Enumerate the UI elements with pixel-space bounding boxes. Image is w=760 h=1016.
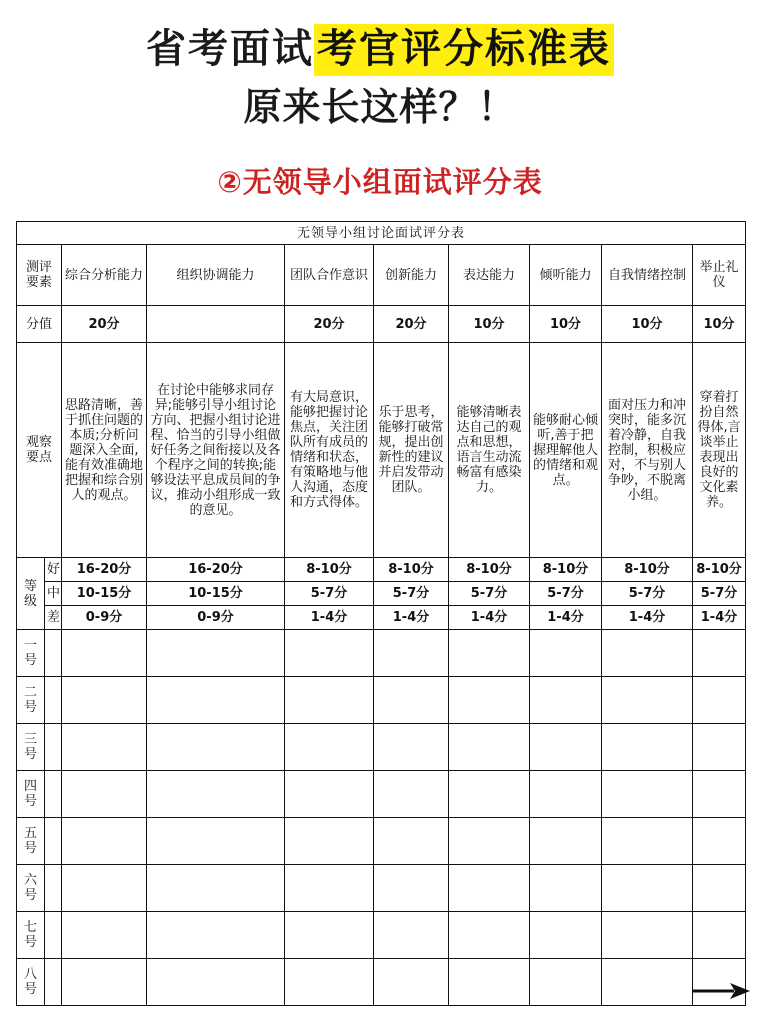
row-label-score: 分值 bbox=[17, 306, 62, 343]
candidate-5-column-0[interactable] bbox=[62, 865, 147, 912]
candidate-6-column-4[interactable] bbox=[449, 912, 530, 959]
candidate-1-column-1[interactable] bbox=[147, 677, 285, 724]
candidate-3-column-4[interactable] bbox=[449, 771, 530, 818]
candidate-6-column-6[interactable] bbox=[602, 912, 693, 959]
table-title: 无领导小组讨论面试评分表 bbox=[17, 222, 746, 245]
headline-line-2: 原来长这样？！ bbox=[243, 85, 517, 129]
section-subtitle: ②无领导小组面试评分表 bbox=[217, 165, 543, 199]
candidate-grade-cell-3[interactable] bbox=[45, 771, 62, 818]
score-column-6: 10分 bbox=[602, 306, 693, 343]
good-column-5: 8-10分 bbox=[530, 558, 602, 582]
grade-level-good: 好 bbox=[45, 558, 62, 582]
candidate-3-column-1[interactable] bbox=[147, 771, 285, 818]
score-column-0: 20分 bbox=[62, 306, 147, 343]
header-column-7: 举止礼仪 bbox=[693, 245, 746, 306]
candidate-label-0: 一 号 bbox=[17, 630, 45, 677]
candidate-grade-cell-2[interactable] bbox=[45, 724, 62, 771]
table-row bbox=[17, 677, 746, 724]
candidate-4-column-2[interactable] bbox=[285, 818, 374, 865]
good-column-0: 16-20分 bbox=[62, 558, 147, 582]
candidate-label-2: 三 号 bbox=[17, 724, 45, 771]
grade-level-poor: 差 bbox=[45, 606, 62, 630]
table-title-row bbox=[17, 222, 746, 245]
candidate-0-column-7[interactable] bbox=[693, 630, 746, 677]
candidate-grade-cell-7[interactable] bbox=[45, 959, 62, 1006]
good-column-4: 8-10分 bbox=[449, 558, 530, 582]
candidate-5-column-3[interactable] bbox=[374, 865, 449, 912]
header-factor: 测评 要素 bbox=[17, 245, 62, 306]
poor-column-4: 1-4分 bbox=[449, 606, 530, 630]
candidate-2-column-0[interactable] bbox=[62, 724, 147, 771]
mid-column-3: 5-7分 bbox=[374, 582, 449, 606]
table-row bbox=[17, 818, 746, 865]
candidate-4-column-1[interactable] bbox=[147, 818, 285, 865]
candidate-5-column-4[interactable] bbox=[449, 865, 530, 912]
header-column-3: 创新能力 bbox=[374, 245, 449, 306]
table-row bbox=[17, 724, 746, 771]
candidate-0-column-2[interactable] bbox=[285, 630, 374, 677]
candidate-0-column-1[interactable] bbox=[147, 630, 285, 677]
candidate-5-column-5[interactable] bbox=[530, 865, 602, 912]
header-column-5: 倾听能力 bbox=[530, 245, 602, 306]
row-label-observation: 观察 要点 bbox=[17, 343, 62, 558]
candidate-1-column-5[interactable] bbox=[530, 677, 602, 724]
candidate-3-column-5[interactable] bbox=[530, 771, 602, 818]
candidate-7-column-3[interactable] bbox=[374, 959, 449, 1006]
candidate-label-7: 八 号 bbox=[17, 959, 45, 1006]
column-header-row bbox=[17, 245, 746, 306]
grade-row-poor bbox=[17, 606, 746, 630]
candidate-label-6: 七 号 bbox=[17, 912, 45, 959]
headline-plain-text: 省考面试 bbox=[146, 26, 314, 72]
candidate-4-column-6[interactable] bbox=[602, 818, 693, 865]
candidate-3-column-7[interactable] bbox=[693, 771, 746, 818]
candidate-4-column-7[interactable] bbox=[693, 818, 746, 865]
candidate-3-column-3[interactable] bbox=[374, 771, 449, 818]
headline-highlighted-text: 考官评分标准表 bbox=[314, 24, 614, 76]
good-column-3: 8-10分 bbox=[374, 558, 449, 582]
candidate-4-column-3[interactable] bbox=[374, 818, 449, 865]
candidate-6-column-5[interactable] bbox=[530, 912, 602, 959]
grade-row-mid bbox=[17, 582, 746, 606]
score-column-1 bbox=[147, 306, 285, 343]
grade-row-good bbox=[17, 558, 746, 582]
score-table-container bbox=[16, 221, 745, 1006]
poor-column-7: 1-4分 bbox=[693, 606, 746, 630]
candidate-4-column-4[interactable] bbox=[449, 818, 530, 865]
good-column-7: 8-10分 bbox=[693, 558, 746, 582]
candidate-label-1: 二 号 bbox=[17, 677, 45, 724]
headline-line-1 bbox=[0, 24, 760, 74]
candidate-0-column-4[interactable] bbox=[449, 630, 530, 677]
candidate-6-column-0[interactable] bbox=[62, 912, 147, 959]
header-column-1: 组织协调能力 bbox=[147, 245, 285, 306]
poor-column-0: 0-9分 bbox=[62, 606, 147, 630]
table-row bbox=[17, 865, 746, 912]
candidate-1-column-7[interactable] bbox=[693, 677, 746, 724]
observation-row bbox=[17, 343, 746, 558]
candidate-label-4: 五 号 bbox=[17, 818, 45, 865]
candidate-2-column-3[interactable] bbox=[374, 724, 449, 771]
candidate-label-3: 四 号 bbox=[17, 771, 45, 818]
candidate-7-column-6[interactable] bbox=[602, 959, 693, 1006]
candidate-5-column-2[interactable] bbox=[285, 865, 374, 912]
candidate-label-5: 六 号 bbox=[17, 865, 45, 912]
candidate-2-column-1[interactable] bbox=[147, 724, 285, 771]
poor-column-2: 1-4分 bbox=[285, 606, 374, 630]
candidate-2-column-5[interactable] bbox=[530, 724, 602, 771]
candidate-2-column-6[interactable] bbox=[602, 724, 693, 771]
candidate-7-column-1[interactable] bbox=[147, 959, 285, 1006]
candidate-grade-cell-0[interactable] bbox=[45, 630, 62, 677]
candidate-7-column-0[interactable] bbox=[62, 959, 147, 1006]
score-table bbox=[16, 221, 746, 1006]
candidate-1-column-0[interactable] bbox=[62, 677, 147, 724]
right-arrow-icon bbox=[690, 980, 752, 1002]
score-column-3: 20分 bbox=[374, 306, 449, 343]
table-row bbox=[17, 771, 746, 818]
poor-column-5: 1-4分 bbox=[530, 606, 602, 630]
mid-column-6: 5-7分 bbox=[602, 582, 693, 606]
good-column-2: 8-10分 bbox=[285, 558, 374, 582]
observation-column-3: 乐于思考，能够打破常规，提出创新性的建议并启发带动团队。 bbox=[374, 343, 449, 558]
score-column-7: 10分 bbox=[693, 306, 746, 343]
poor-column-6: 1-4分 bbox=[602, 606, 693, 630]
candidate-7-column-5[interactable] bbox=[530, 959, 602, 1006]
candidate-0-column-0[interactable] bbox=[62, 630, 147, 677]
good-column-1: 16-20分 bbox=[147, 558, 285, 582]
observation-column-1: 在讨论中能够求同存异;能够引导小组讨论方向、把握小组讨论进程、恰当的引导小组做好任务之间衔接以及各个程序之间的转换;能够设法平息成员间的争议，推动小组形成一致的意见。 bbox=[147, 343, 285, 558]
candidate-3-column-6[interactable] bbox=[602, 771, 693, 818]
mid-column-0: 10-15分 bbox=[62, 582, 147, 606]
score-row bbox=[17, 306, 746, 343]
row-label-grade: 等 级 bbox=[17, 558, 45, 630]
candidate-2-column-7[interactable] bbox=[693, 724, 746, 771]
candidate-1-column-2[interactable] bbox=[285, 677, 374, 724]
candidate-6-column-1[interactable] bbox=[147, 912, 285, 959]
candidate-grade-cell-6[interactable] bbox=[45, 912, 62, 959]
good-column-6: 8-10分 bbox=[602, 558, 693, 582]
score-column-2: 20分 bbox=[285, 306, 374, 343]
candidate-6-column-3[interactable] bbox=[374, 912, 449, 959]
mid-column-5: 5-7分 bbox=[530, 582, 602, 606]
score-column-5: 10分 bbox=[530, 306, 602, 343]
candidate-2-column-4[interactable] bbox=[449, 724, 530, 771]
candidate-5-column-1[interactable] bbox=[147, 865, 285, 912]
candidate-6-column-7[interactable] bbox=[693, 912, 746, 959]
poor-column-3: 1-4分 bbox=[374, 606, 449, 630]
table-row bbox=[17, 912, 746, 959]
header-column-4: 表达能力 bbox=[449, 245, 530, 306]
header-column-0: 综合分析能力 bbox=[62, 245, 147, 306]
observation-column-6: 面对压力和冲突时，能多沉着冷静，自我控制，积极应对，不与别人争吵，不脱离小组。 bbox=[602, 343, 693, 558]
mid-column-4: 5-7分 bbox=[449, 582, 530, 606]
candidate-7-column-4[interactable] bbox=[449, 959, 530, 1006]
observation-column-4: 能够清晰表达自己的观点和思想，语言生动流畅富有感染力。 bbox=[449, 343, 530, 558]
observation-column-0: 思路清晰，善于抓住问题的本质;分析问题深入全面,能有效准确地把握和综合别人的观点。 bbox=[62, 343, 147, 558]
candidate-3-column-2[interactable] bbox=[285, 771, 374, 818]
mid-column-1: 10-15分 bbox=[147, 582, 285, 606]
candidate-grade-cell-1[interactable] bbox=[45, 677, 62, 724]
candidate-4-column-5[interactable] bbox=[530, 818, 602, 865]
candidate-1-column-6[interactable] bbox=[602, 677, 693, 724]
candidate-3-column-0[interactable] bbox=[62, 771, 147, 818]
candidate-4-column-0[interactable] bbox=[62, 818, 147, 865]
candidate-1-column-3[interactable] bbox=[374, 677, 449, 724]
candidate-1-column-4[interactable] bbox=[449, 677, 530, 724]
grade-level-mid: 中 bbox=[45, 582, 62, 606]
mid-column-7: 5-7分 bbox=[693, 582, 746, 606]
candidate-0-column-5[interactable] bbox=[530, 630, 602, 677]
score-column-4: 10分 bbox=[449, 306, 530, 343]
candidate-5-column-6[interactable] bbox=[602, 865, 693, 912]
observation-column-2: 有大局意识，能够把握讨论焦点，关注团队所有成员的情绪和状态，有策略地与他人沟通，态度和方式得体。 bbox=[285, 343, 374, 558]
candidate-grade-cell-5[interactable] bbox=[45, 865, 62, 912]
candidate-5-column-7[interactable] bbox=[693, 865, 746, 912]
page-headline bbox=[0, 24, 760, 132]
table-row bbox=[17, 630, 746, 677]
candidate-grade-cell-4[interactable] bbox=[45, 818, 62, 865]
candidate-2-column-2[interactable] bbox=[285, 724, 374, 771]
header-column-2: 团队合作意识 bbox=[285, 245, 374, 306]
table-row bbox=[17, 959, 746, 1006]
mid-column-2: 5-7分 bbox=[285, 582, 374, 606]
candidate-0-column-3[interactable] bbox=[374, 630, 449, 677]
observation-column-5: 能够耐心倾听,善于把握理解他人的情绪和观点。 bbox=[530, 343, 602, 558]
poor-column-1: 0-9分 bbox=[147, 606, 285, 630]
candidate-7-column-2[interactable] bbox=[285, 959, 374, 1006]
header-column-6: 自我情绪控制 bbox=[602, 245, 693, 306]
observation-column-7: 穿着打扮自然得体,言谈举止表现出良好的文化素养。 bbox=[693, 343, 746, 558]
candidate-6-column-2[interactable] bbox=[285, 912, 374, 959]
candidate-0-column-6[interactable] bbox=[602, 630, 693, 677]
